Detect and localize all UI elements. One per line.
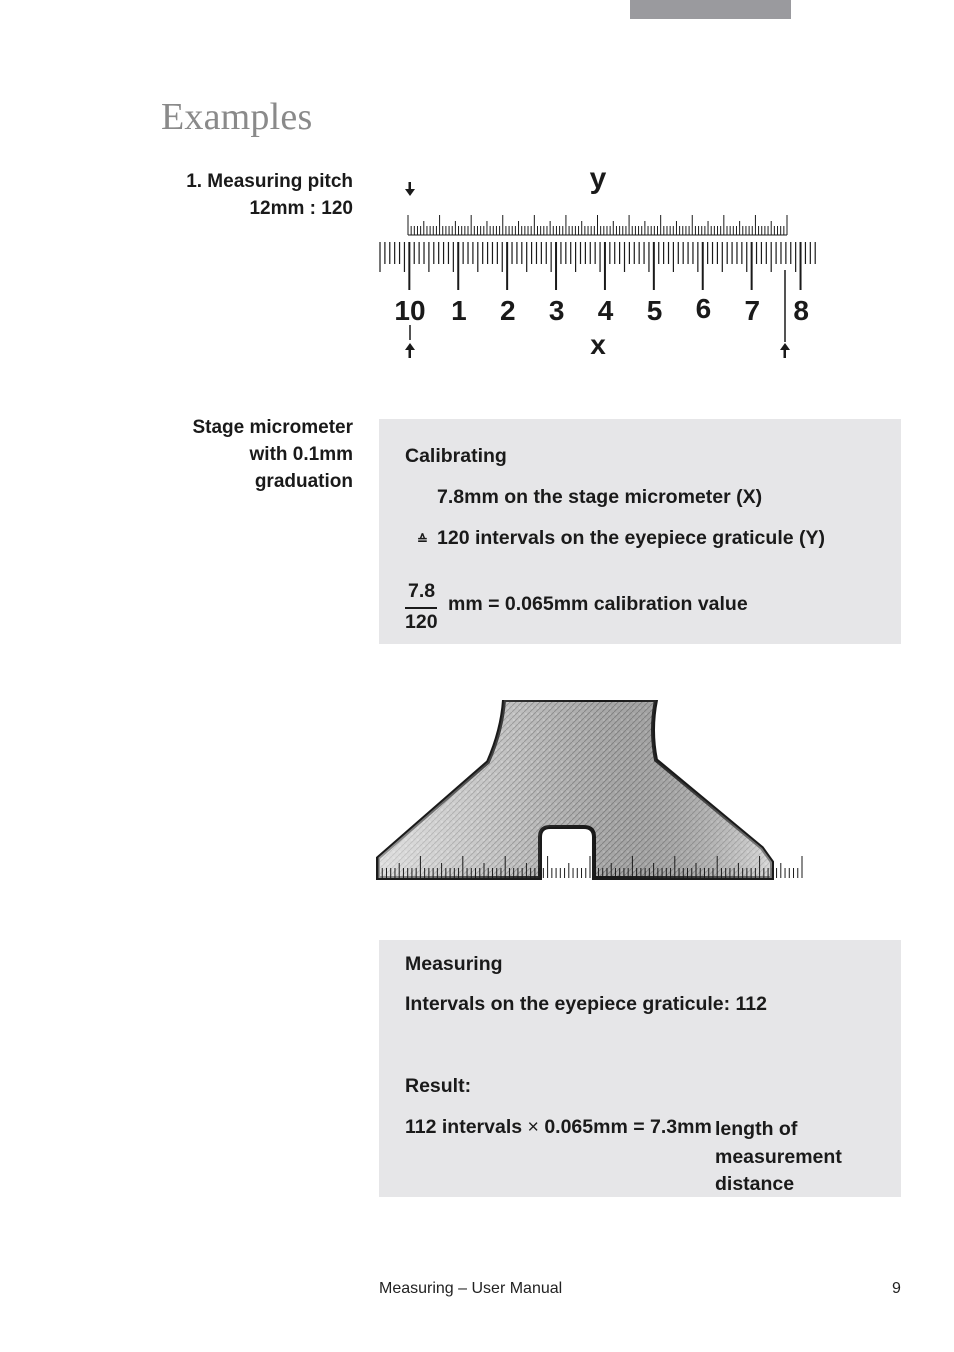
fraction-bar <box>405 607 437 609</box>
calibrating-line2: 120 intervals on the eyepiece graticule (Y) <box>437 527 825 549</box>
page-title: Examples <box>161 96 313 138</box>
calibrating-heading: Calibrating <box>405 445 507 467</box>
times-icon: × <box>527 1116 539 1138</box>
y-axis-label: y <box>589 162 607 195</box>
desc-line1: length of <box>715 1118 798 1140</box>
example1-heading: 1. Measuring pitch <box>186 171 353 192</box>
calibrating-box <box>379 419 901 644</box>
x-axis-label: x <box>590 329 606 360</box>
fraction-denominator: 120 <box>405 611 438 633</box>
example1-caption <box>186 168 353 222</box>
scale-number: 4 <box>597 295 614 326</box>
measuring-heading: Measuring <box>405 953 503 975</box>
formula-intervals: 112 intervals <box>405 1116 523 1138</box>
result-formula <box>405 1116 712 1139</box>
formula-value: 0.065mm = 7.3mm <box>544 1116 712 1138</box>
section-tab <box>630 0 791 19</box>
eyepiece-graticule-scale <box>408 215 787 235</box>
arrow-up-left-icon <box>405 343 415 358</box>
arrow-up-right-icon <box>780 343 790 358</box>
measuring-box <box>379 940 901 1197</box>
example1-pitch: 12mm : 120 <box>249 198 353 219</box>
scale-number: 6 <box>695 293 712 324</box>
scale-number: 3 <box>548 295 565 326</box>
scale-number: 5 <box>646 295 663 326</box>
footer-title: Measuring – User Manual <box>379 1280 563 1297</box>
measuring-intervals: Intervals on the eyepiece graticule: 112 <box>405 993 767 1015</box>
equiv-icon: ≙ <box>417 532 428 547</box>
page-number: 9 <box>892 1280 901 1297</box>
stage-line2: with 0.1mm <box>249 444 353 465</box>
arrow-down-icon <box>405 182 415 196</box>
calibrating-line1: 7.8mm on the stage micrometer (X) <box>437 486 763 508</box>
result-description <box>715 1116 842 1199</box>
stage-micrometer-scale <box>380 242 815 290</box>
stage-micrometer-caption <box>192 414 353 495</box>
specimen-image <box>374 700 806 885</box>
stage-line3: graduation <box>254 471 353 492</box>
scale-figure <box>370 160 830 365</box>
scale-number: 1 <box>451 295 467 326</box>
result-label: Result: <box>405 1075 472 1097</box>
scale-number: 7 <box>744 295 761 326</box>
stage-line1: Stage micrometer <box>192 417 353 438</box>
calibration-result: mm = 0.065mm calibration value <box>448 593 748 615</box>
desc-line2: measurement <box>715 1145 842 1168</box>
scale-number: 10 <box>394 295 426 326</box>
scale-number: 2 <box>500 295 516 326</box>
desc-line3: distance <box>715 1173 795 1195</box>
scale-number: 8 <box>793 295 809 326</box>
fraction-numerator: 7.8 <box>408 580 436 602</box>
